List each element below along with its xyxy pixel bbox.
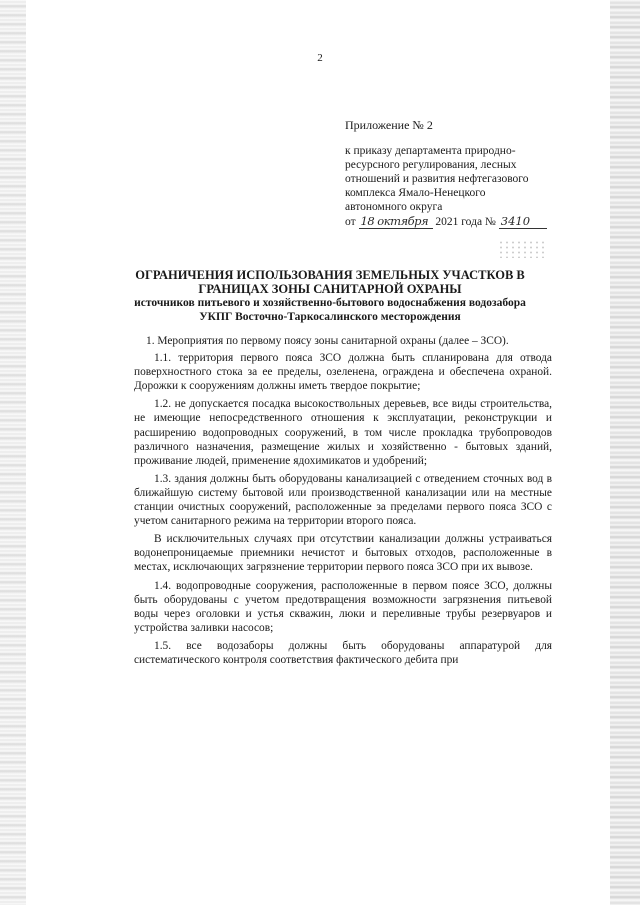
appendix-line: автономного округа xyxy=(345,201,443,213)
document-heading xyxy=(110,268,550,324)
appendix-title: Приложение № 2 xyxy=(345,118,433,132)
handwritten-number: 3410 xyxy=(499,214,547,229)
ink-dots xyxy=(498,240,548,258)
date-number-line xyxy=(345,214,575,229)
heading-line-3: источников питьевого и хозяйственно-бытового водоснабжения водозабора xyxy=(134,297,526,309)
date-prefix: от xyxy=(345,216,356,228)
year-text: 2021 года № xyxy=(435,216,496,228)
scan-edge-right xyxy=(610,0,640,905)
page-number: 2 xyxy=(317,52,323,64)
paragraph: 1.2. не допускается посадка высокоствольных деревьев, все виды строительства, не имеющие непосредственного отношения к эксплуатации, реконструкции и расширению водопроводных сооружений, в том числе прокладка трубопроводов различного назначения, размещение жилых и хозяйственно - бытовых зданий, проживание людей, применение ядохимикатов и удобрений; xyxy=(134,398,552,467)
appendix-line: ресурсного регулирования, лесных xyxy=(345,159,517,171)
appendix-line: комплекса Ямало-Ненецкого xyxy=(345,187,486,199)
heading-line-4: УКПГ Восточно-Таркосалинского месторождения xyxy=(199,311,461,323)
paragraph: 1. Мероприятия по первому поясу зоны санитарной охраны (далее – ЗСО). xyxy=(146,335,509,347)
heading-line-1: ОГРАНИЧЕНИЯ ИСПОЛЬЗОВАНИЯ ЗЕМЕЛЬНЫХ УЧАСТКОВ В xyxy=(135,268,525,282)
appendix-line: отношений и развития нефтегазового xyxy=(345,173,529,185)
paragraph: 1.3. здания должны быть оборудованы канализацией с отведением сточных вод в ближайшую систему бытовой или производственной канализации или на местные станции очистных сооружений, расположенные за пределами первого пояса ЗСО с учетом санитарного режима на территории второго пояса. xyxy=(134,472,552,528)
paragraph: 1.1. территория первого пояса ЗСО должна быть спланирована для отвода поверхностного стока за ее пределы, озеленена, ограждена и обеспечена охраной. Дорожки к сооружениям должны иметь твердое покрытие; xyxy=(134,352,552,393)
paragraph: 1.5. все водозаборы должны быть оборудованы аппаратурой для систематического контроля соответствия фактического дебита при xyxy=(134,639,552,666)
appendix-line: к приказу департамента природно- xyxy=(345,145,516,157)
paragraph: В исключительных случаях при отсутствии канализации должны устраиваться водонепроницаемые приемники нечистот и бытовых отходов, расположенные в местах, исключающих загрязнение территории первого пояса ЗСО при их вывозе. xyxy=(134,533,552,574)
handwritten-date: 18 октября xyxy=(359,214,433,229)
document-body xyxy=(134,334,552,667)
heading-line-2: ГРАНИЦАХ ЗОНЫ САНИТАРНОЙ ОХРАНЫ xyxy=(198,282,462,296)
scan-edge-left xyxy=(0,0,26,905)
paragraph: 1.4. водопроводные сооружения, расположенные в первом поясе ЗСО, должны быть оборудованы с учетом предотвращения возможности загрязнения питьевой воды через оголовки и устья скважин, люки и переливные трубы резервуаров и устройства заливки насосов; xyxy=(134,579,552,634)
appendix-block xyxy=(345,118,575,229)
